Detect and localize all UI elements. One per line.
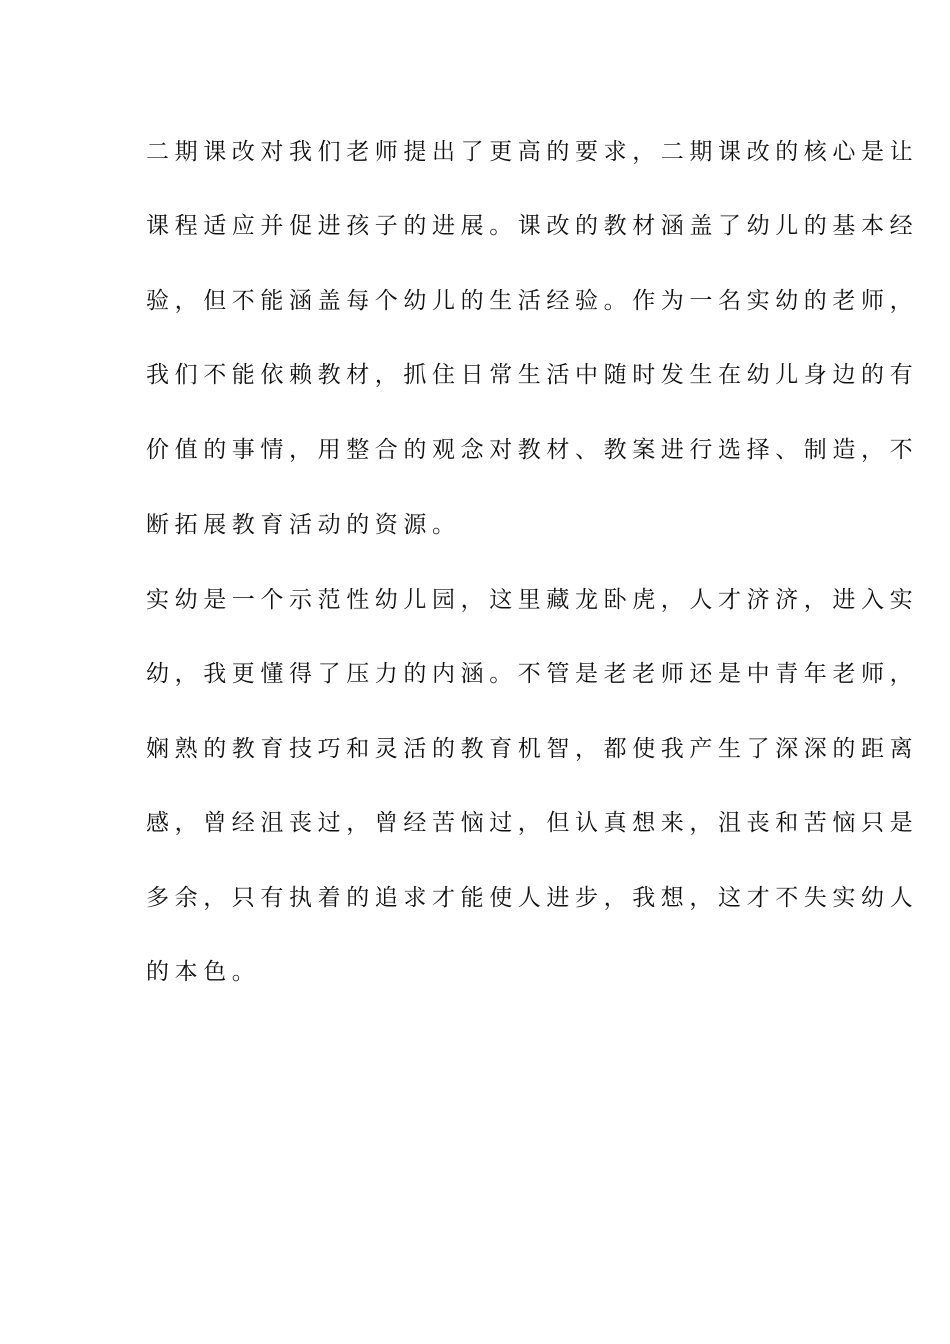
text-line: 断拓展教育活动的资源。	[146, 512, 461, 538]
text-line: 多余，只有执着的追求才能使人进步，我想，这才不失实幼人	[146, 885, 919, 911]
text-line: 二期课改对我们老师提出了更高的要求，二期课改的核心是让	[146, 139, 919, 165]
text-line: 的本色。	[146, 959, 261, 985]
text-line: 验，但不能涵盖每个幼儿的生活经验。作为一名实幼的老师，	[146, 288, 919, 314]
text-line: 实幼是一个示范性幼儿园，这里藏龙卧虎，人才济济，进入实	[146, 587, 919, 613]
text-line: 感，曾经沮丧过，曾经苦恼过，但认真想来，沮丧和苦恼只是	[146, 810, 919, 836]
text-line: 价值的事情，用整合的观念对教材、教案进行选择、制造，不	[146, 437, 919, 463]
text-line: 我们不能依赖教材，抓住日常生活中随时发生在幼儿身边的有	[146, 362, 919, 388]
text-line: 课程适应并促进孩子的进展。课改的教材涵盖了幼儿的基本经	[146, 213, 919, 239]
text-line: 娴熟的教育技巧和灵活的教育机智，都使我产生了深深的距离	[146, 736, 919, 762]
text-line: 幼，我更懂得了压力的内涵。不管是老老师还是中青年老师，	[146, 661, 919, 687]
